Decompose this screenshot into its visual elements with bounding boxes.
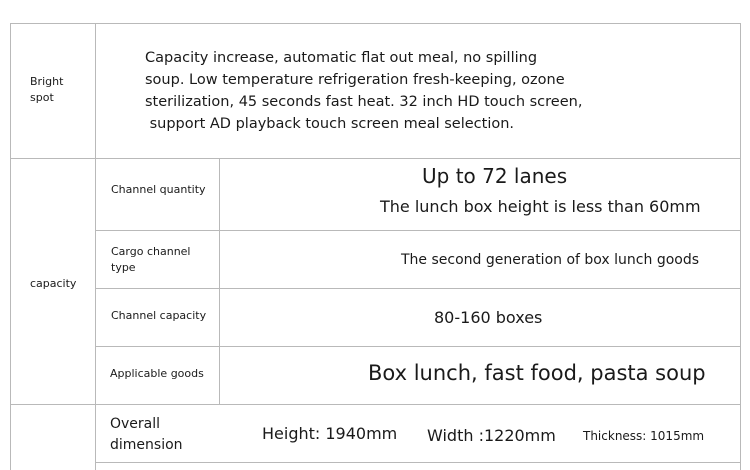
applicable-goods-label: Applicable goods	[110, 367, 204, 380]
channel-capacity-value: 80-160 boxes	[434, 308, 543, 327]
applicable-goods-value: Box lunch, fast food, pasta soup	[368, 361, 706, 385]
lunch-box-height-note: The lunch box height is less than 60mm	[380, 197, 701, 216]
column-divider	[95, 23, 96, 470]
column-divider	[219, 158, 220, 404]
cargo-channel-type-value: The second generation of box lunch goods	[401, 252, 700, 268]
dimension-width: Width :1220mm	[427, 426, 556, 445]
channel-quantity-label: Channel quantity	[111, 183, 206, 196]
row-divider	[95, 230, 741, 231]
row-divider	[95, 288, 741, 289]
row-divider	[95, 462, 741, 463]
capacity-label: capacity	[30, 277, 77, 290]
row-divider	[10, 404, 741, 405]
table-border-right	[740, 23, 741, 470]
row-divider	[95, 346, 741, 347]
row-divider	[10, 158, 741, 159]
cargo-channel-type-label: Cargo channel type	[111, 245, 191, 274]
channel-capacity-label: Channel capacity	[111, 309, 207, 322]
table-border-top	[10, 23, 741, 24]
table-border-left	[10, 23, 11, 470]
dimension-height: Height: 1940mm	[262, 424, 398, 443]
overall-dimension-label: Overall dimension	[110, 416, 183, 453]
dimension-thickness: Thickness: 1015mm	[583, 429, 705, 443]
channel-quantity-value: Up to 72 lanes	[422, 164, 568, 188]
bright-spot-description: Capacity increase, automatic flat out meal, no spilling soup. Low temperature refrigeration fresh-keeping, ozone sterilization, 45 seconds fast heat. 32 inch HD touch screen, support AD playback touch screen meal selection.	[145, 50, 583, 132]
bright-spot-label: Bright spot	[30, 75, 64, 104]
